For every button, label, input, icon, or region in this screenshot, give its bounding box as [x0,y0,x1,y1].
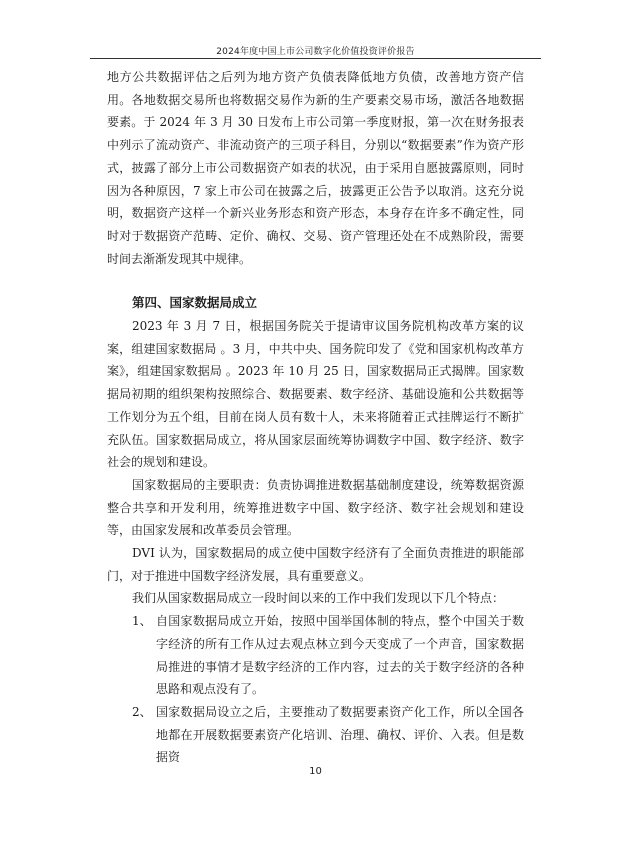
paragraph-observations-intro: 我们从国家数据局成立一段时间以来的工作中我们发现以下几个特点： [132,591,505,606]
paragraph-bureau-establishment: 2023 年 3 月 7 日，根据国务院关于提请审议国务院机构改革方案的议案，组建国家数据局 。3 月，中共中央、国务院印发了《党和国家机构改革方案》，组建国家数据局 。2023 年 10 月 25 日，国家数据局正式揭牌。国家数据局初期的组织架构按照综合、数据要素、数字经济、基础设施和公共数据等工作划分为五个组，目前在岗人员有数十人，未来将随着正式挂牌运行不断扩充队伍。国家数据局成立，将从国家层面统筹协调数字中国、数字经济、数字社会的规划和建设。 [107,319,524,470]
section-heading: 第四、国家数据局成立 [132,295,258,311]
list-item-number: 2、 [132,704,152,719]
header-divider [90,58,541,59]
paragraph-bureau-duties: 国家数据局的主要职责：负责协调推进数据基础制度建设，统筹数据资源整合共享和开发利用，统筹推进数字中国、数字经济、数字社会规划和建设等，由国家发展和改革委员会管理。 [107,477,524,538]
list-item-number: 1、 [132,614,152,629]
page-header-title: 2024年度中国上市公司数字化价值投资评价报告 [216,47,415,57]
list-item [132,701,524,769]
page-body [107,66,524,769]
list-item-text: 自国家数据局成立开始，按照中国举国体制的特点，整个中国关于数字经济的所有工作从过去观点林立到今天变成了一个声音，国家数据局推进的事情才是数字经济的工作内容，过去的关于数字经济的各种思路和观点没有了。 [156,614,524,697]
list-item [132,610,524,701]
paragraph-spacer [107,270,524,292]
paragraph-dvi-view: DVI 认为，国家数据局的成立使中国数字经济有了全面负责推进的职能部门，对于推进中国数字经济发展，具有重要意义。 [107,546,524,583]
list-item-text: 国家数据局设立之后，主要推动了数据要素资产化工作，所以全国各地都在开展数据要素资产化培训、治理、确权、评价、入表。但是数据资 [156,704,524,765]
page-number: 10 [309,766,322,777]
paragraph-data-asset-disclosure: 地方公共数据评估之后列为地方资产负债表降低地方负债，改善地方资产信用。各地数据交易所也将数据交易作为新的生产要素交易市场，激活各地数据要素。于 2024 年 3 月 30 日发布上市公司第一季度财报，第一次在财务报表中列示了流动资产、非流动资产的三项子科目，分别以“数据要素”作为资产形式，披露了部分上市公司数据资产如表的状况，由于采用自愿披露原则，同时因为各种原因，7 家上市公司在披露之后，披露更正公告予以取消。这充分说明，数据资产这样一个新兴业务形态和资产形态，本身存在许多不确定性，同时对于数据资产范畴、定价、确权、交易、资产管理还处在不成熟阶段，需要时间去渐渐发现其中规律。 [107,70,524,266]
